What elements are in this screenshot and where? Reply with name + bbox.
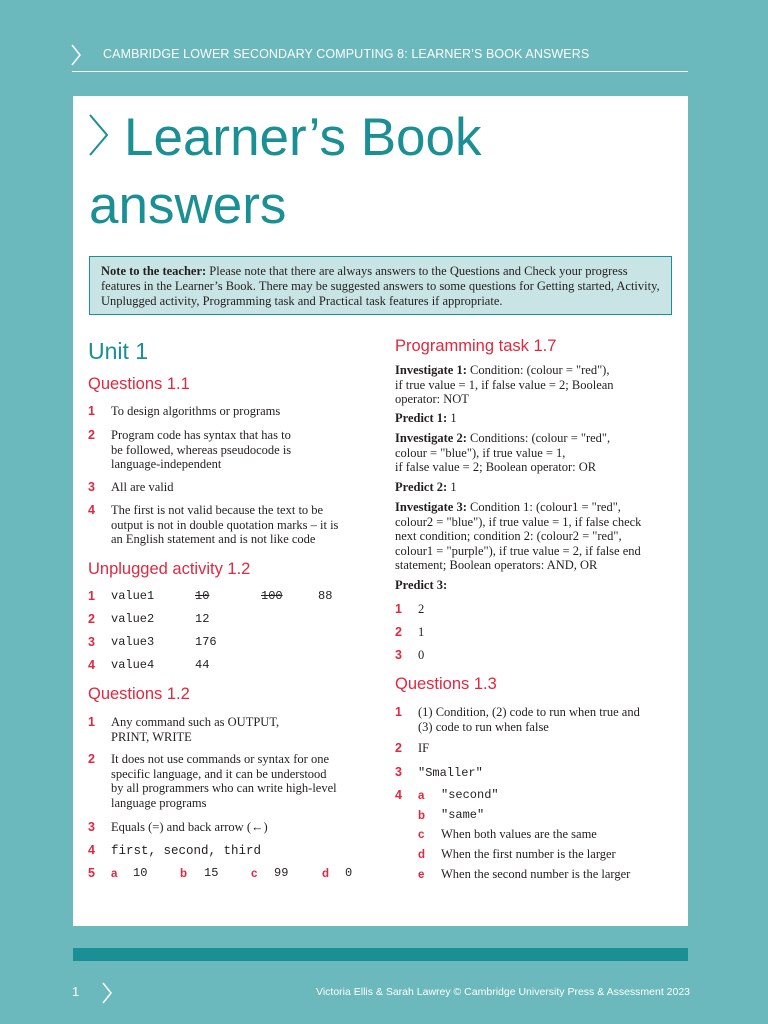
question-number: 1 [395,602,402,616]
page-title [89,104,482,240]
sub-value: 99 [274,866,289,880]
teacher-note-text: Please note that there are always answers to the Questions and Check your progress features in the Learner’s Book. There may be suggested answers to some questions for Getting started, Activity, Unplugged activity, Programming task and Practical task features if appropriate. [101,264,660,308]
investigate-text: if false value = 2; Boolean operator: OR [395,460,597,474]
unplugged-activity-1-2-heading: Unplugged activity 1.2 [88,560,251,578]
header-title: CAMBRIDGE LOWER SECONDARY COMPUTING 8: LEARNER’S BOOK ANSWERS [103,47,590,61]
answer-text: language-independent [111,457,222,471]
predict-value: 1 [447,411,457,425]
investigate-text: Condition: (colour = "red"), [466,363,610,377]
sub-letter: c [418,829,425,841]
answer-text: (1) Condition, (2) code to run when true and [418,705,640,719]
sub-answer: "same" [441,808,485,822]
answer-text: PRINT, WRITE [111,729,192,744]
footer-bar [73,948,688,961]
q13-item-4 [395,788,680,888]
final-value: 44 [195,658,210,672]
teacher-note-label: Note to the teacher: [101,264,207,278]
sub-letter: d [418,849,426,861]
running-header [0,0,768,72]
q12-item-5 [88,866,368,882]
final-value: 12 [195,612,210,626]
footer-credit: Victoria Ellis & Sarah Lawrey © Cambridge University Press & Assessment 2023 [316,986,691,998]
predict-label: Predict 2: [395,480,448,494]
answer-text: be followed, whereas pseudocode is [111,442,292,457]
predict-label: Predict 1: [395,411,448,425]
question-number: 2 [88,428,95,442]
investigate-text: if true value = 1, if false value = 2; Boolean [395,377,614,392]
question-number: 4 [88,658,95,672]
sub-value: 0 [345,866,353,880]
investigate-text: Condition 1: (colour1 = "red", [466,500,621,514]
unit-heading: Unit 1 [88,338,149,364]
sub-answer: When the second number is the larger [441,867,631,881]
answer-text: language programs [111,795,207,810]
crossed-value: 100 [261,589,283,603]
investigate-text: Conditions: (colour = "red", [466,431,611,445]
answer-text: 2 [418,602,425,616]
question-number: 3 [88,635,95,649]
investigate-3 [395,500,680,573]
question-number: 2 [88,752,95,766]
question-number: 4 [88,503,95,517]
final-value: 88 [318,589,333,603]
sub-answer: When the first number is the larger [441,847,616,861]
question-number: 5 [88,866,95,880]
question-number: 3 [88,820,95,834]
question-number: 1 [88,404,95,418]
investigate-label: Investigate 2: [395,431,467,445]
investigate-label: Investigate 3: [395,500,467,514]
sub-value: 10 [133,866,148,880]
answer-text: Program code has syntax that has to [111,428,291,442]
answer-text: by all programmers who can write high-level [111,781,337,795]
variable-name: value1 [111,589,155,603]
page-number: 1 [72,984,80,999]
investigate-text: colour = "blue"), if true value = 1, [395,445,566,460]
predict-3 [395,578,665,593]
question-number: 4 [88,843,95,857]
answer-code: "Smaller" [418,766,483,780]
page-title-line2: answers [89,176,287,235]
programming-task-1-7-heading: Programming task 1.7 [395,337,557,355]
sub-letter: e [418,869,425,881]
answer-text: 1 [418,625,425,639]
sub-value: 15 [204,866,219,880]
question-number: 4 [395,788,402,802]
investigate-text: colour1 = "purple"), if true value = 2, if false end [395,543,641,558]
answer-text: The first is not valid because the text to be [111,503,324,517]
sub-letter: d [322,868,330,880]
investigate-2 [395,431,665,475]
predict-1 [395,411,665,426]
answer-text: specific language, and it can be understood [111,766,327,781]
investigate-1 [395,363,665,407]
content-page [73,96,688,926]
question-number: 1 [88,589,95,603]
question-number: 1 [88,715,95,729]
sub-letter: c [251,868,258,880]
answer-text: (3) code to run when false [418,719,549,734]
sub-answer: When both values are the same [441,827,597,841]
question-number: 3 [88,480,95,494]
page-title-line1: Learner’s Book [124,108,482,167]
investigate-text: colour2 = "blue"), if true value = 1, if false check [395,514,642,529]
crossed-value: 10 [195,589,210,603]
teacher-note [89,256,672,315]
question-number: 2 [395,741,402,755]
question-number: 2 [88,612,95,626]
sub-answer: "second" [441,788,499,802]
investigate-text: next condition; condition 2: (colour2 = "red", [395,529,622,543]
question-number: 1 [395,705,402,719]
answer-text: 0 [418,648,425,662]
answer-text: IF [418,741,430,755]
question-number: 3 [395,648,402,662]
sub-letter: b [180,868,188,880]
answer-text: All are valid [111,480,174,494]
questions-1-3-heading: Questions 1.3 [395,675,497,693]
predict-label: Predict 3: [395,578,448,592]
investigate-label: Investigate 1: [395,363,467,377]
question-number: 2 [395,625,402,639]
predict-value: 1 [447,480,457,494]
answer-text: an English statement and is not like code [111,532,316,546]
predict-2 [395,480,665,495]
answer-text: It does not use commands or syntax for one [111,752,330,766]
investigate-text: statement; Boolean operators: AND, OR [395,558,598,572]
variable-name: value4 [111,658,155,672]
answer-text: output is not in double quotation marks – it is [111,517,339,532]
answer-text: Equals (=) and back arrow (←) [111,820,268,834]
question-number: 3 [395,765,402,779]
variable-name: value3 [111,635,155,649]
answer-text: Any command such as OUTPUT, [111,715,280,729]
final-value: 176 [195,635,217,649]
answer-code: first, second, third [111,844,262,858]
sub-letter: a [418,790,425,802]
variable-name: value2 [111,612,155,626]
answer-text: To design algorithms or programs [111,404,281,418]
questions-1-1-heading: Questions 1.1 [88,375,190,393]
header-divider [72,71,688,72]
investigate-text: operator: NOT [395,392,469,406]
chevron-right-icon [70,44,82,66]
sub-letter: a [111,868,118,880]
sub-letter: b [418,810,426,822]
questions-1-2-heading: Questions 1.2 [88,685,190,703]
chevron-right-icon [101,982,113,1004]
